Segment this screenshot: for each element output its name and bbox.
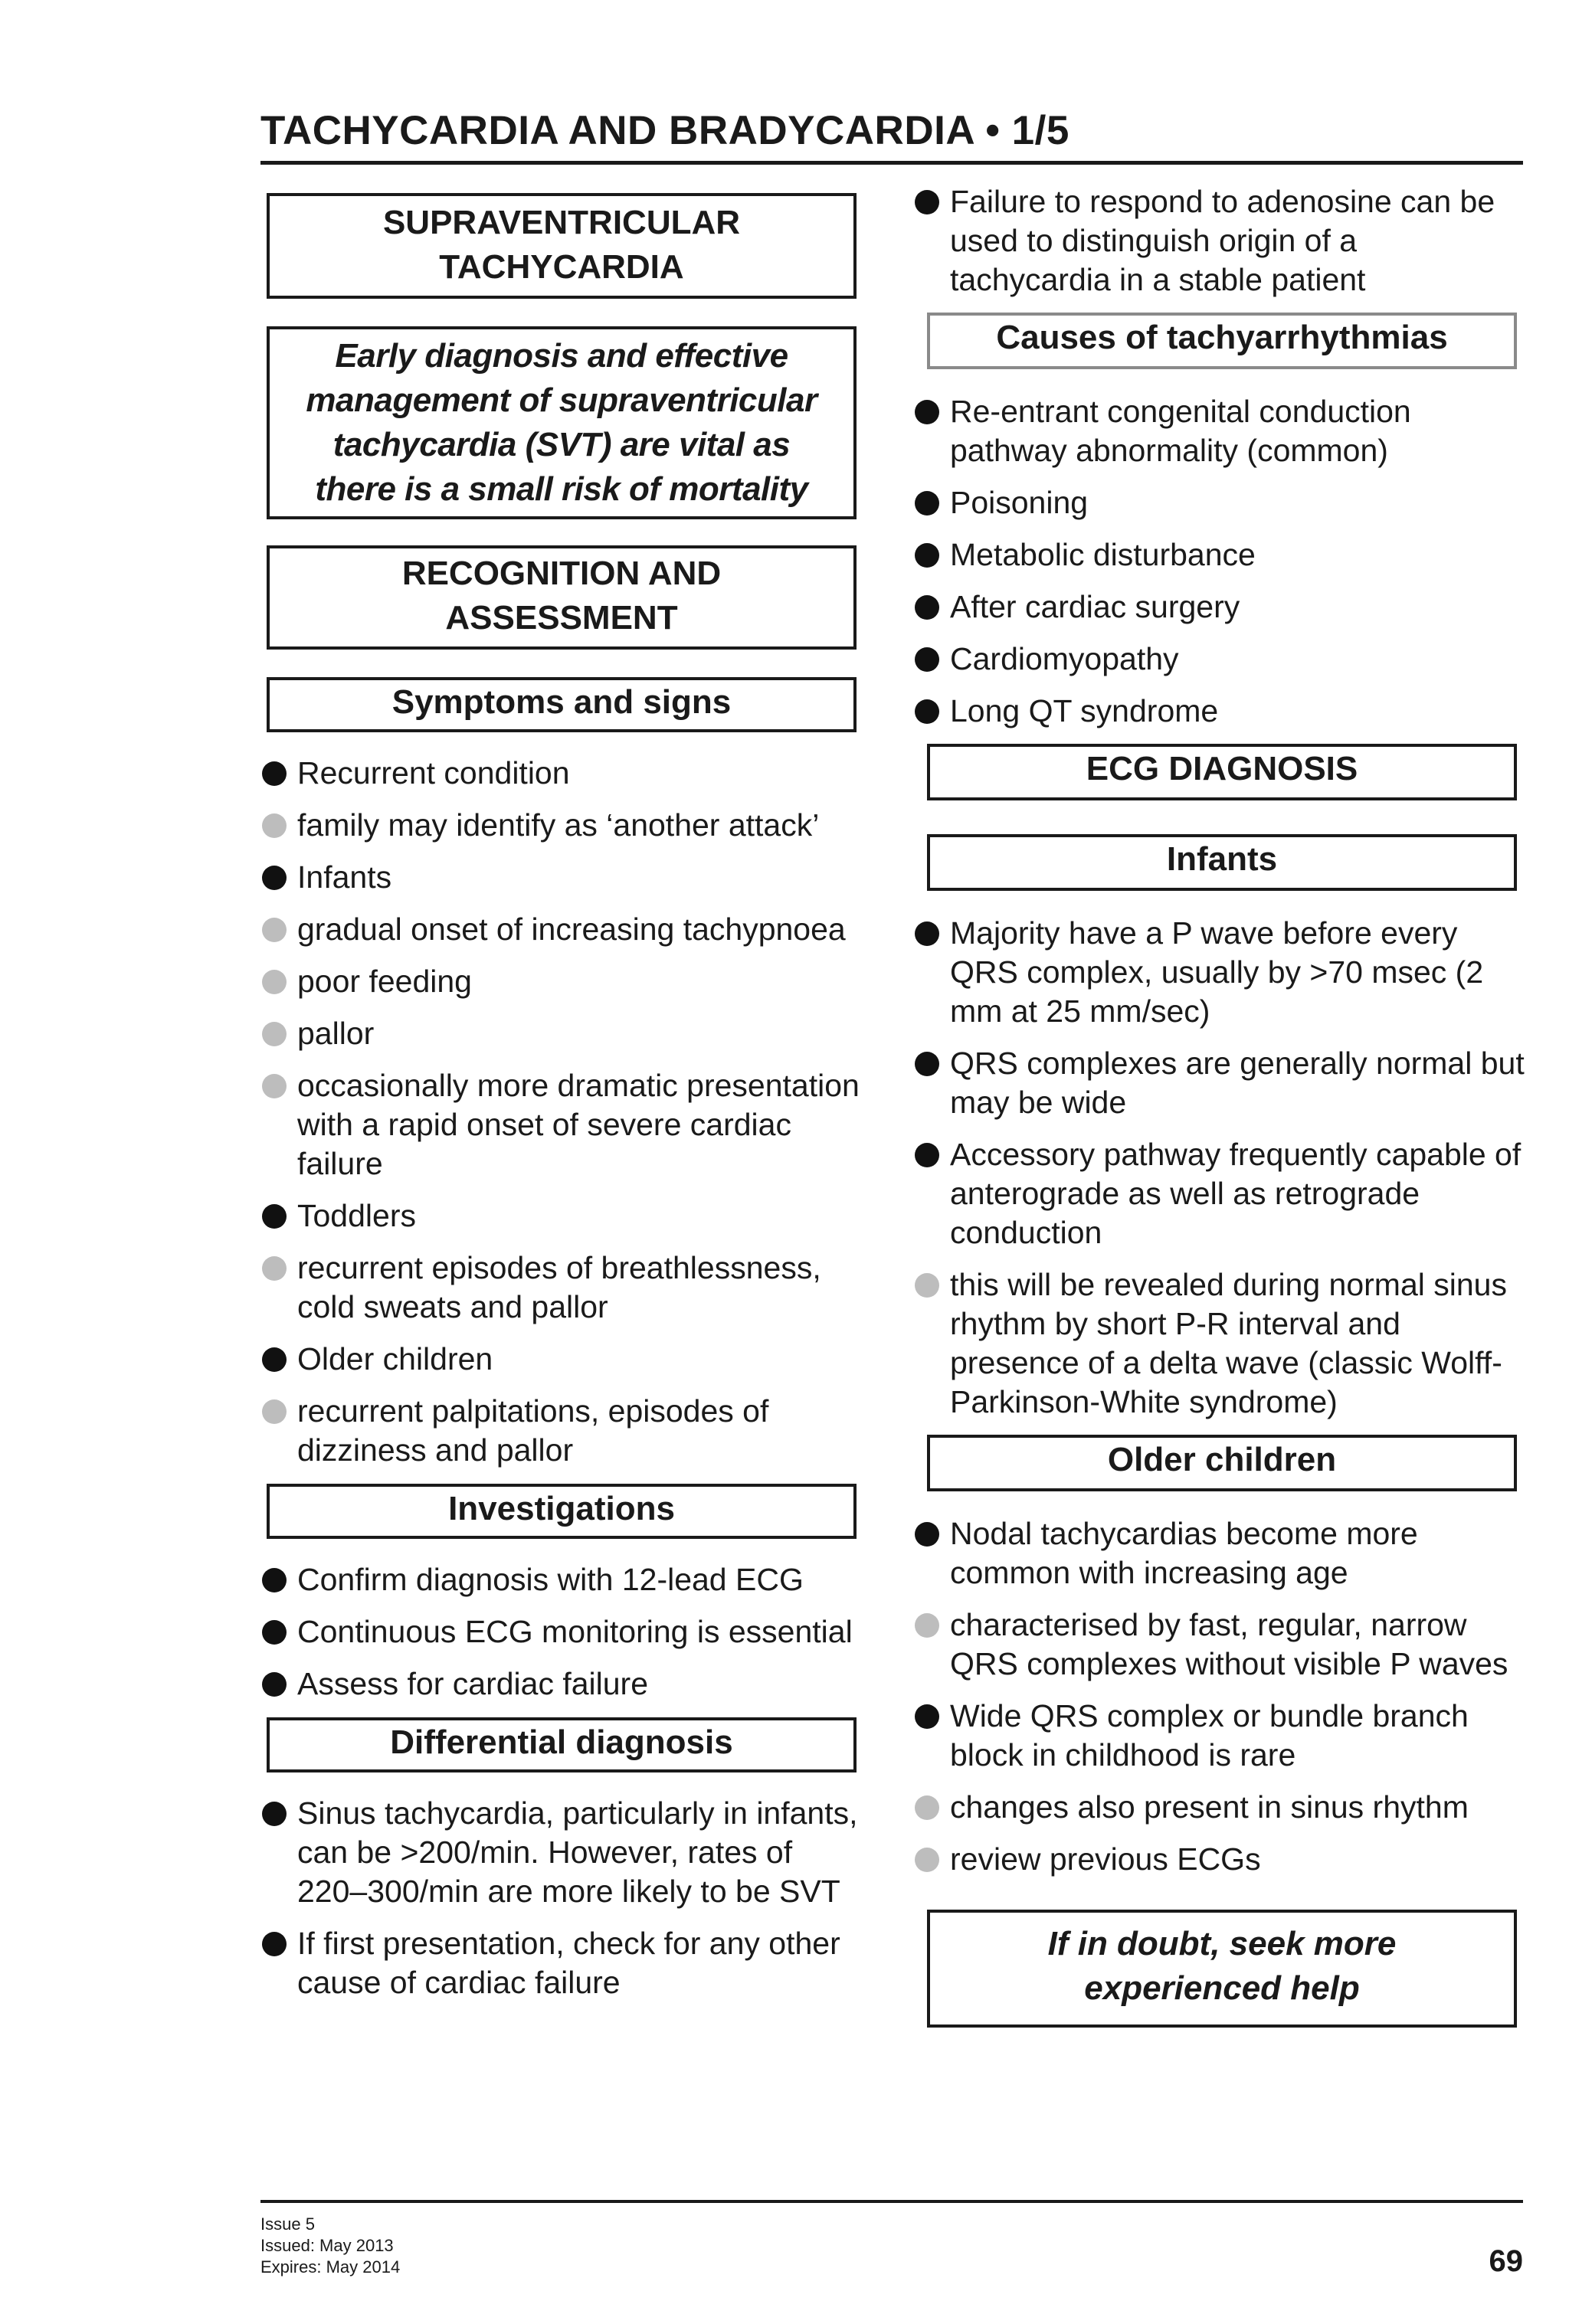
black-bullet-icon [915, 543, 939, 568]
black-bullet-icon [262, 761, 287, 786]
list-item-text: Confirm diagnosis with 12-lead ECG [297, 1562, 804, 1597]
list-item [259, 1560, 869, 1599]
list-item [912, 1840, 1525, 1879]
differential-list [259, 1794, 869, 2002]
black-bullet-icon [262, 1802, 287, 1826]
list-item-text: Cardiomyopathy [950, 641, 1179, 676]
list-item-text: Poisoning [950, 485, 1089, 520]
list-item-text: recurrent episodes of breathlessness, cold sweats and pallor [297, 1250, 821, 1324]
ecg-diagnosis-heading: ECG DIAGNOSIS [927, 744, 1517, 800]
black-bullet-icon [915, 595, 939, 620]
list-item [912, 392, 1525, 470]
infants-heading: Infants [927, 834, 1517, 891]
grey-bullet-icon [262, 1074, 287, 1098]
list-item [259, 806, 869, 845]
list-item [259, 858, 869, 897]
black-bullet-icon [262, 1672, 287, 1697]
intro-box [267, 326, 857, 519]
footer [260, 2214, 400, 2278]
list-item-text: Infants [297, 859, 392, 895]
list-item-text: If first presentation, check for any other cause of cardiac failure [297, 1926, 840, 2000]
list-item [259, 754, 869, 793]
page-title: TACHYCARDIA AND BRADYCARDIA • 1/5 [260, 108, 1069, 153]
symptoms-heading: Symptoms and signs [267, 677, 857, 732]
footer-issued: Issued: May 2013 [260, 2236, 394, 2255]
list-item [259, 1392, 869, 1470]
list-item [912, 1697, 1525, 1775]
black-bullet-icon [915, 1052, 939, 1076]
black-bullet-icon [262, 1620, 287, 1645]
doubt-line-2: experienced help [1084, 1969, 1360, 2007]
list-item [912, 692, 1525, 731]
list-item [259, 1249, 869, 1327]
doubt-line-1: If in doubt, seek more [1047, 1925, 1397, 1962]
list-item-text: pallor [297, 1016, 375, 1051]
svt-title-line-1: SUPRAVENTRICULAR [382, 204, 741, 241]
intro-line-4: there is a small risk of mortality [315, 470, 808, 508]
grey-bullet-icon [262, 1256, 287, 1281]
grey-bullet-icon [915, 1613, 939, 1638]
list-item-text: this will be revealed during normal sinus rhythm by short P-R interval and presence of a delta wave (classic Wolff-Parkinson-White syndrome) [950, 1267, 1507, 1419]
black-bullet-icon [262, 1347, 287, 1372]
recognition-line-2: ASSESSMENT [445, 599, 678, 637]
list-item [912, 535, 1525, 574]
list-item-text: Toddlers [297, 1198, 416, 1233]
list-item [259, 1612, 869, 1651]
list-item-text: Assess for cardiac failure [297, 1666, 649, 1701]
list-item-text: After cardiac surgery [950, 589, 1240, 624]
list-item-text: Older children [297, 1341, 493, 1376]
grey-bullet-icon [915, 1848, 939, 1872]
list-item [912, 1265, 1525, 1422]
right-column [912, 182, 1525, 2028]
list-item [912, 588, 1525, 627]
recognition-line-1: RECOGNITION AND [401, 555, 722, 592]
list-item [912, 182, 1525, 300]
adenosine-list [912, 182, 1525, 300]
older-children-heading: Older children [927, 1435, 1517, 1491]
left-column [259, 193, 869, 2015]
list-item [912, 914, 1525, 1031]
causes-heading: Causes of tachyarrhythmias [927, 313, 1517, 369]
grey-bullet-icon [915, 1273, 939, 1298]
intro-line-2: management of supraventricular [306, 381, 817, 419]
list-item-text: recurrent palpitations, episodes of dizziness and pallor [297, 1393, 769, 1468]
list-item [259, 1196, 869, 1236]
list-item [259, 1664, 869, 1704]
list-item-text: Nodal tachycardias become more common with increasing age [950, 1516, 1418, 1590]
recognition-box [267, 545, 857, 650]
black-bullet-icon [915, 699, 939, 724]
list-item-text: changes also present in sinus rhythm [950, 1789, 1469, 1825]
list-item-text: Continuous ECG monitoring is essential [297, 1614, 853, 1649]
investigations-list [259, 1560, 869, 1704]
footer-expires: Expires: May 2014 [260, 2257, 401, 2277]
list-item [912, 1788, 1525, 1827]
black-bullet-icon [915, 1704, 939, 1729]
list-item [259, 1924, 869, 2002]
svt-title-box [267, 193, 857, 299]
list-item [912, 1135, 1525, 1252]
list-item-text: Accessory pathway frequently capable of anterograde as well as retrograde conduction [950, 1137, 1522, 1250]
list-item [259, 1066, 869, 1183]
svt-title-line-2: TACHYCARDIA [439, 248, 684, 286]
list-item-text: review previous ECGs [950, 1841, 1261, 1877]
grey-bullet-icon [915, 1795, 939, 1820]
list-item-text: Recurrent condition [297, 755, 570, 790]
list-item-text: characterised by fast, regular, narrow QRS complexes without visible P waves [950, 1607, 1508, 1681]
black-bullet-icon [915, 400, 939, 424]
list-item [912, 640, 1525, 679]
symptoms-list [259, 754, 869, 1470]
list-item-text: family may identify as ‘another attack’ [297, 807, 820, 843]
black-bullet-icon [262, 1204, 287, 1229]
list-item-text: poor feeding [297, 964, 472, 999]
black-bullet-icon [915, 1143, 939, 1167]
black-bullet-icon [262, 866, 287, 890]
intro-line-1: Early diagnosis and effective [335, 337, 788, 375]
footer-rule [260, 2200, 1523, 2203]
list-item-text: Wide QRS complex or bundle branch block in childhood is rare [950, 1698, 1469, 1772]
list-item [912, 1606, 1525, 1684]
list-item-text: Re-entrant congenital conduction pathway abnormality (common) [950, 394, 1411, 468]
investigations-heading: Investigations [267, 1484, 857, 1539]
list-item-text: Metabolic disturbance [950, 537, 1256, 572]
grey-bullet-icon [262, 1399, 287, 1424]
list-item [912, 483, 1525, 522]
older-children-list [912, 1514, 1525, 1879]
doubt-box [927, 1910, 1517, 2028]
black-bullet-icon [262, 1932, 287, 1956]
list-item-text: Long QT syndrome [950, 693, 1219, 728]
infants-list [912, 914, 1525, 1422]
list-item [912, 1514, 1525, 1592]
black-bullet-icon [915, 491, 939, 516]
list-item [259, 910, 869, 949]
list-item-text: Majority have a P wave before every QRS complex, usually by >70 msec (2 mm at 25 mm/sec) [950, 915, 1484, 1029]
black-bullet-icon [915, 190, 939, 214]
header-rule [260, 161, 1523, 165]
intro-line-3: tachycardia (SVT) are vital as [332, 426, 791, 463]
list-item [259, 962, 869, 1001]
black-bullet-icon [915, 921, 939, 946]
grey-bullet-icon [262, 813, 287, 838]
black-bullet-icon [915, 1522, 939, 1547]
differential-heading: Differential diagnosis [267, 1717, 857, 1772]
list-item-text: Sinus tachycardia, particularly in infants, can be >200/min. However, rates of 220–300/min are more likely to be SVT [297, 1795, 858, 1909]
list-item [259, 1340, 869, 1379]
black-bullet-icon [915, 647, 939, 672]
causes-list [912, 392, 1525, 731]
list-item-text: Failure to respond to adenosine can be used to distinguish origin of a tachycardia in a stable patient [950, 184, 1495, 297]
list-item-text: gradual onset of increasing tachypnoea [297, 912, 846, 947]
black-bullet-icon [262, 1568, 287, 1592]
grey-bullet-icon [262, 970, 287, 994]
grey-bullet-icon [262, 918, 287, 942]
page-number: 69 [1489, 2244, 1523, 2278]
list-item [259, 1014, 869, 1053]
list-item-text: QRS complexes are generally normal but may be wide [950, 1046, 1525, 1120]
list-item-text: occasionally more dramatic presentation with a rapid onset of severe cardiac failure [297, 1068, 860, 1181]
footer-issue: Issue 5 [260, 2214, 315, 2234]
list-item [259, 1794, 869, 1911]
grey-bullet-icon [262, 1022, 287, 1046]
list-item [912, 1044, 1525, 1122]
